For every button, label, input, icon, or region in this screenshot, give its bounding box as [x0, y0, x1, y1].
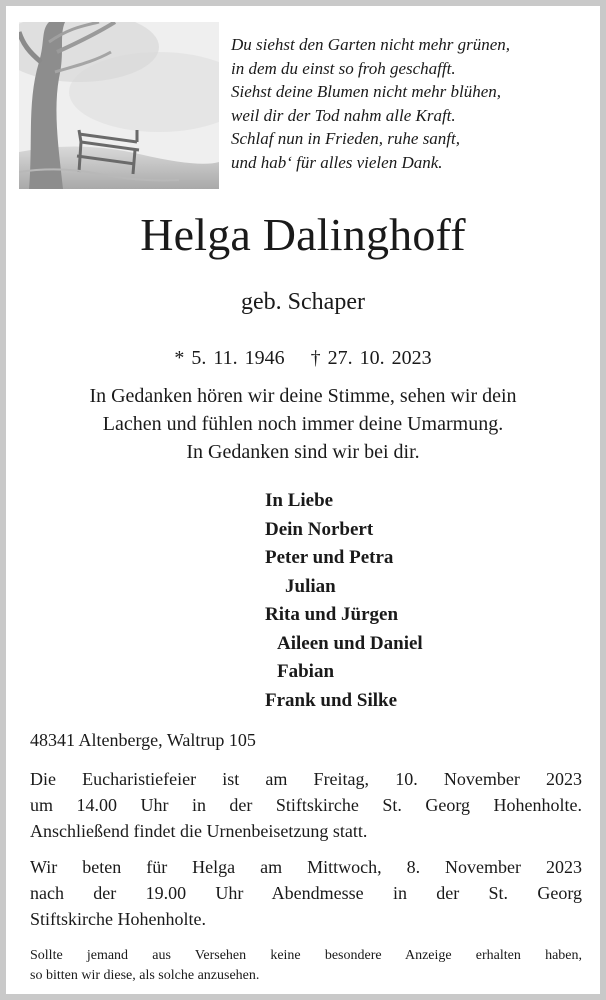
memorial-text [6, 382, 600, 466]
tree-bench-illustration [19, 22, 219, 189]
obituary-card [6, 6, 600, 994]
service-line: um 14.00 Uhr in der Stiftskirche St. Georg Hohenholte. [30, 795, 582, 815]
memorial-line: In Gedanken sind wir bei dir. [186, 441, 420, 463]
mourner-line: Dein Norbert [265, 518, 374, 540]
memorial-line: In Gedanken hören wir deine Stimme, sehen wir dein [89, 385, 517, 407]
mourner-line: In Liebe [265, 490, 334, 511]
prayer-line: nach der 19.00 Uhr Abendmesse in der St. Georg [30, 883, 582, 903]
mourner-line: Fabian [277, 661, 335, 682]
family-address: 48341 Altenberge, Waltrup 105 [30, 730, 256, 750]
maiden-name: geb. Schaper [241, 289, 365, 315]
note-line: so bitten wir diese, als solche anzusehen. [30, 968, 260, 983]
poem [231, 33, 591, 175]
life-dates [6, 345, 600, 371]
service-info [30, 766, 582, 844]
poem-line: Siehst deine Blumen nicht mehr blühen, [231, 82, 502, 102]
mourner-line: Rita und Jürgen [265, 604, 399, 625]
birth-date: * 5. 11. 1946 [174, 347, 285, 369]
memorial-line: Lachen und fühlen noch immer deine Umarmung. [102, 413, 504, 435]
mourner-line: Julian [285, 575, 336, 597]
mourners-list [265, 487, 423, 715]
mourner-line: Aileen und Daniel [277, 632, 423, 654]
poem-line: Du siehst den Garten nicht mehr grünen, [231, 35, 511, 54]
poem-line: und hab‘ für alles vielen Dank. [231, 152, 443, 172]
deceased-name: Helga Dalinghoff [140, 209, 466, 260]
service-line: Anschließend findet die Urnenbeisetzung statt. [30, 821, 368, 841]
prayer-line: Wir beten für Helga am Mittwoch, 8. November 2023 [30, 857, 582, 877]
header-section [19, 22, 589, 192]
poem-line: weil dir der Tod nahm alle Kraft. [231, 105, 456, 125]
note-line: Sollte jemand aus Versehen keine besondere Anzeige erhalten haben, [30, 948, 582, 963]
mourner-line: Frank und Silke [265, 689, 397, 711]
mourner-line: Peter und Petra [265, 547, 394, 568]
prayer-info [30, 854, 582, 932]
closing-note [30, 946, 582, 986]
poem-line: in dem du einst so froh geschafft. [231, 58, 456, 78]
prayer-line: Stiftskirche Hohenholte. [30, 909, 206, 929]
service-line: Die Eucharistiefeier ist am Freitag, 10. November 2023 [30, 769, 582, 789]
tree-bench-icon [19, 22, 219, 189]
death-date: † 27. 10. 2023 [310, 347, 432, 369]
poem-line: Schlaf nun in Frieden, ruhe sanft, [231, 129, 461, 149]
